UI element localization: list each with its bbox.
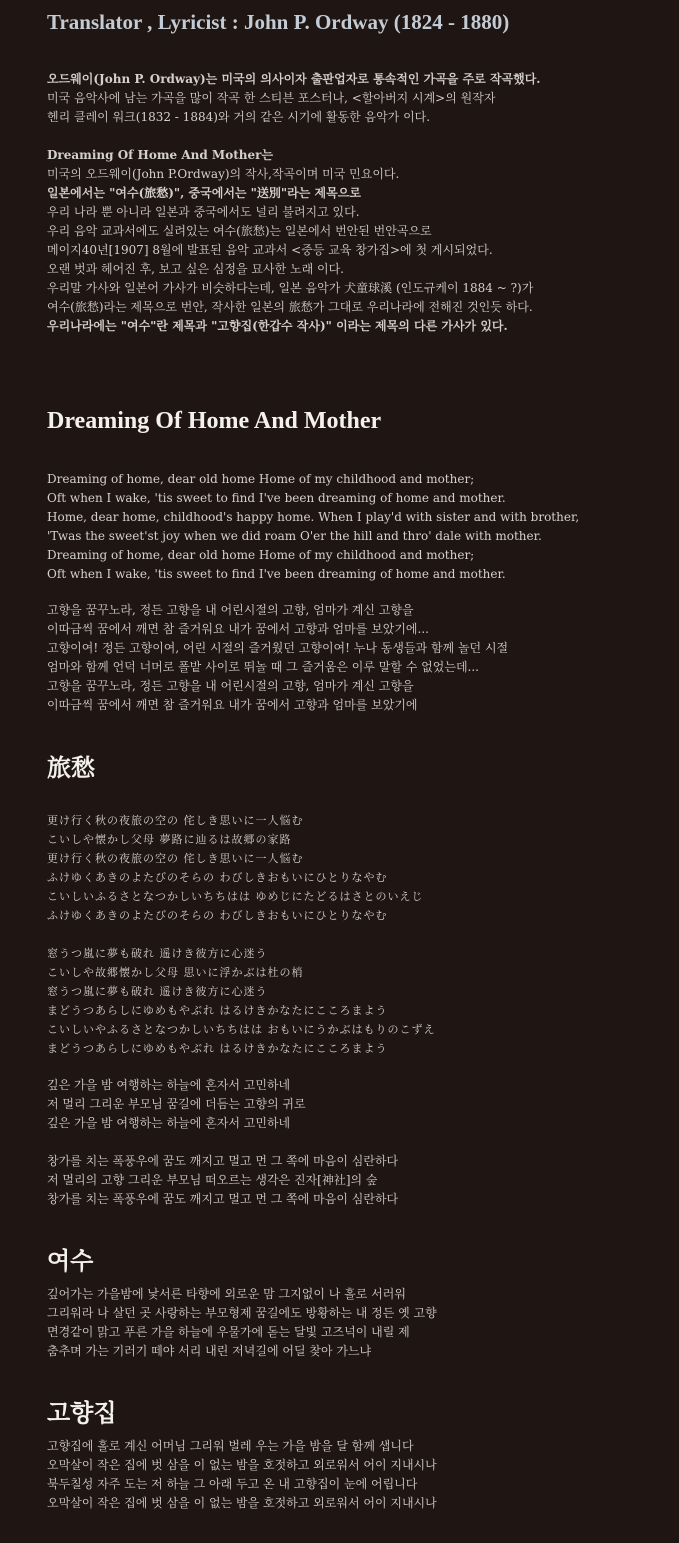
intro-line: 우리 나라 뿐 아니라 일본과 중국에서도 널리 불려지고 있다. [47,205,360,219]
intro-line: 메이지40년[1907] 8월에 발표된 음악 교과서 <중등 교육 창가집>에 첫 게시되었다. [47,243,493,257]
lyric-line: 창가를 치는 폭풍우에 꿈도 깨지고 멀고 먼 그 쪽에 마음이 심란하다 [47,1192,399,1206]
lyric-line: 이따금씩 꿈에서 깨면 참 즐거워요 내가 꿈에서 고향과 엄마를 보았기에 [47,698,418,712]
lyric-line: 窓うつ嵐に夢も破れ 遥けき彼方に心迷う [47,947,268,960]
lyric-line: 엄마와 함께 언덕 너머로 폴밭 사이로 뛰놀 때 그 즐거움은 이루 말할 수 없었는데... [47,660,479,674]
lyric-line: 고향을 꿈꾸노라, 정든 고향을 내 어린시절의 고향, 엄마가 계신 고향을 [47,603,414,617]
lyric-line: 오막살이 작은 집에 벗 삼을 이 없는 밤을 호젓하고 외로워서 어이 지내시나 [47,1496,437,1510]
intro-line: 여수(旅愁)라는 제목으로 번안, 작사한 일본의 旅愁가 그대로 우리나라에 전해진 것인듯 하다. [47,300,533,314]
intro-line: Dreaming Of Home And Mother는 [47,148,274,162]
lyric-line: こいしいやふるさとなつかしいちちはは おもいにうかぶはもりのこずえ [47,1023,436,1036]
intro-line: 미국의 오드웨이(John P.Ordway)의 작사,작곡이며 미국 민요이다. [47,167,400,181]
lyric-line: 고향을 꿈꾸노라, 정든 고향을 내 어린시절의 고향, 엄마가 계신 고향을 [47,679,414,693]
japanese-lyrics-korean-1 [47,1076,306,1133]
lyric-line: 이따금씩 꿈에서 깨면 참 즐거워요 내가 꿈에서 고향과 엄마를 보았기에... [47,622,429,636]
song-title-yeosu: 여수 [47,1249,94,1275]
lyric-line: 북두칠성 자주 도는 저 하늘 그 아래 두고 온 내 고향집이 눈에 어립니다 [47,1477,418,1491]
english-lyrics [47,470,579,584]
english-lyrics-korean-translation [47,601,508,715]
lyric-line: 오막살이 작은 집에 벗 삼을 이 없는 밤을 호젓하고 외로워서 어이 지내시나 [47,1458,437,1472]
lyric-line: ふけゆくあきのよたびのそらの わびしきおもいにひとりなやむ [47,871,388,884]
lyric-line: 저 멀리 그리운 부모님 꿈길에 더듬는 고향의 귀로 [47,1097,306,1111]
lyric-line: Oft when I wake, 'tis sweet to find I've been dreaming of home and mother. [47,567,506,581]
intro-paragraph-2 [47,146,533,336]
intro-line [47,70,541,89]
intro-line: 오랜 벗과 헤어진 후, 보고 싶은 심정을 묘사한 노래 이다. [47,262,344,276]
lyric-line: まどうつあらしにゆめもやぶれ はるけきかなたにこころまよう [47,1042,388,1055]
lyric-line: 고향이여! 정든 고향이여, 어린 시절의 즐거웠던 고향이여! 누나 동생들과 함께 놀던 시절 [47,641,509,655]
gohyangjip-lyrics [47,1437,437,1513]
lyric-line: 窓うつ嵐に夢も破れ 遥けき彼方に心迷う [47,985,268,998]
intro-line: 미국 음악사에 남는 가곡을 많이 작곡 한 스티븐 포스터나, <할아버지 시계>의 원작자 [47,91,496,105]
japanese-lyrics-verse-1 [47,811,424,925]
intro-line: 일본에서는 "여수(旅愁)", 중국에서는 "送別"라는 제목으로 [47,186,361,200]
intro-line-text: 오드웨이(John P. Ordway)는 미국의 의사이자 출판업자로 통속적인 가곡을 주로 작곡했다. [47,72,541,86]
lyric-line: 고향집에 홀로 계신 어머님 그리워 벌레 우는 가을 밤을 달 함께 샙니다 [47,1439,414,1453]
intro-line: 우리 음악 교과서에도 실려있는 여수(旅愁)는 일본에서 번안된 번안곡으로 [47,224,432,238]
lyric-line: ふけゆくあきのよたびのそらの わびしきおもいにひとりなやむ [47,909,388,922]
lyric-line: 更け行く秋の夜旅の空の 侘しき思いに一人悩む [47,814,304,827]
japanese-lyrics-korean-2 [47,1152,398,1209]
lyric-line: Dreaming of home, dear old home Home of my childhood and mother; [47,472,475,486]
lyric-line: 깊어가는 가을밤에 낯서른 타향에 외로운 맘 그지없이 나 홀로 서러워 [47,1287,406,1301]
lyric-line: 그리워라 나 살던 곳 사랑하는 부모형제 꿈길에도 방황하는 내 정든 옛 고향 [47,1306,437,1320]
lyric-line: こいしや故郷懐かし父母 思いに浮かぶは杜の梢 [47,966,304,979]
yeosu-lyrics [47,1285,437,1361]
lyric-line: 깊은 가을 밤 여행하는 하늘에 혼자서 고민하네 [47,1116,291,1130]
song-title-gohyangjip: 고향집 [47,1401,117,1427]
lyric-line: 更け行く秋の夜旅の空の 侘しき思いに一人悩む [47,852,304,865]
lyric-line: 저 멀리의 고향 그리운 부모님 떠오르는 생각은 진자[神社]의 숲 [47,1173,378,1187]
lyric-line: 'Twas the sweet'st joy when we did roam O'er the hill and thro' dale with mother. [47,529,542,543]
lyric-line: まどうつあらしにゆめもやぶれ はるけきかなたにこころまよう [47,1004,388,1017]
song-title-english: Dreaming Of Home And Mother [47,408,382,434]
intro-line: 우리말 가사와 일본어 가사가 비슷하다는데, 일본 음악가 犬童球溪 (인도규케이 1884 ~ ?)가 [47,281,534,295]
lyric-line: こいしや懐かし父母 夢路に辿るは故郷の家路 [47,833,292,846]
song-title-japanese: 旅愁 [47,756,95,782]
intro-line: 헨리 클레이 워크(1832 - 1884)와 거의 같은 시기에 활동한 음악가 이다. [47,110,431,124]
lyric-line: Dreaming of home, dear old home Home of my childhood and mother; [47,548,475,562]
lyric-line: 창가를 치는 폭풍우에 꿈도 깨지고 멀고 먼 그 쪽에 마음이 심란하다 [47,1154,399,1168]
lyric-line: Oft when I wake, 'tis sweet to find I've been dreaming of home and mother. [47,491,506,505]
intro-line: 우리나라에는 "여수"란 제목과 "고향집(한갑수 작사)" 이라는 제목의 다른 가사가 있다. [47,319,508,333]
lyric-line: こいしいふるさとなつかしいちちはは ゆめじにたどるはさとのいえじ [47,890,424,903]
lyric-line: Home, dear home, childhood's happy home. When I play'd with sister and with brother, [47,510,580,524]
lyric-line: 면경같이 맑고 푸른 가을 하늘에 우물가에 돋는 달빛 고즈넉이 내릴 제 [47,1325,410,1339]
lyric-line: 춤추며 가는 기러기 떼야 서리 내린 저녁길에 어딜 찾아 가느냐 [47,1344,372,1358]
page-title: Translator , Lyricist : John P. Ordway (1824 - 1880) [47,10,510,34]
intro-paragraph-1 [47,70,541,127]
lyric-line: 깊은 가을 밤 여행하는 하늘에 혼자서 고민하네 [47,1078,291,1092]
japanese-lyrics-verse-2 [47,944,436,1058]
